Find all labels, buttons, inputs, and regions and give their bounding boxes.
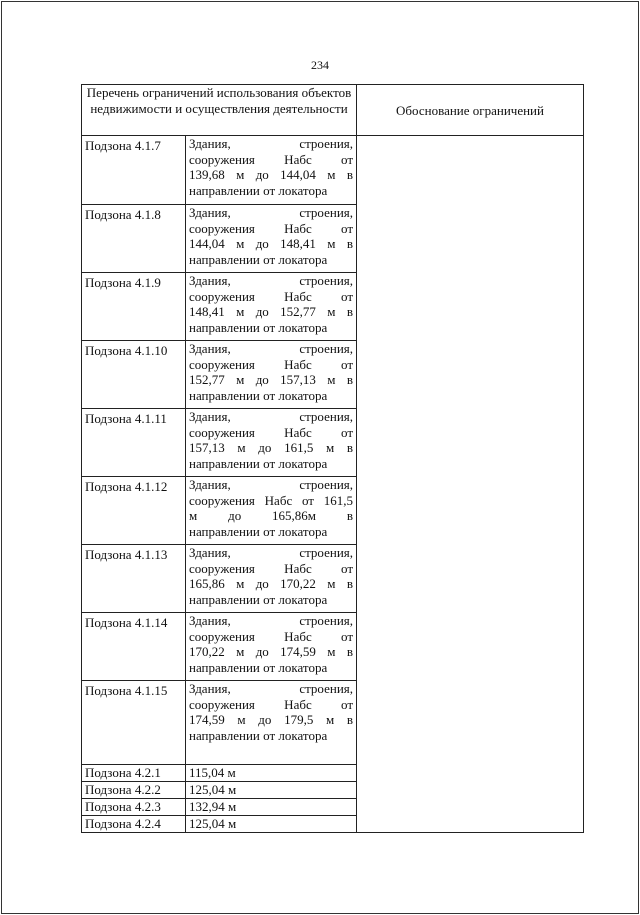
page-number: 234 (311, 58, 329, 72)
table-body (82, 85, 584, 833)
restriction-line: Здания, строения, (189, 613, 354, 628)
restriction-line: направлении от локатора (189, 591, 328, 607)
subzone-name: Подзона 4.2.2 (82, 782, 186, 799)
restriction-line: Здания, строения, (189, 205, 354, 220)
restriction-line: м до 165,86м в (189, 508, 354, 523)
restriction-line: направлении от локатора (189, 182, 328, 198)
subzone-height: 125,04 м (186, 782, 357, 799)
subzone-name: Подзона 4.1.13 (82, 545, 186, 613)
table-header-row (82, 85, 584, 136)
restriction-line: 144,04 м до 148,41 м в (189, 236, 354, 251)
restriction-line: сооружения Набс от (189, 424, 354, 440)
restriction-line: сооружения Набс от (189, 696, 354, 712)
restriction-line: сооружения Набс от (189, 356, 354, 372)
restriction-line: Здания, строения, (189, 545, 354, 560)
restriction-line: Здания, строения, (189, 681, 354, 696)
subzone-restriction (186, 273, 357, 341)
restriction-line: сооружения Набс от (189, 560, 354, 576)
restriction-line: 165,86 м до 170,22 м в (189, 576, 354, 591)
restriction-line: сооружения Набс от 161,5 (189, 492, 354, 508)
restriction-line: направлении от локатора (189, 251, 328, 267)
restriction-line: 157,13 м до 161,5 м в (189, 440, 354, 455)
subzone-name: Подзона 4.2.4 (82, 816, 186, 833)
subzone-height: 125,04 м (186, 816, 357, 833)
header-justification: Обоснование ограничений (357, 85, 584, 136)
subzone-name: Подзона 4.2.1 (82, 765, 186, 782)
restriction-line: 152,77 м до 157,13 м в (189, 372, 354, 387)
restriction-line: 174,59 м до 179,5 м в (189, 712, 354, 727)
restriction-line: Здания, строения, (189, 477, 354, 492)
table-row (82, 136, 584, 205)
restriction-line: Здания, строения, (189, 273, 354, 288)
subzone-name: Подзона 4.1.9 (82, 273, 186, 341)
subzone-restriction (186, 477, 357, 545)
subzone-name: Подзона 4.1.11 (82, 409, 186, 477)
subzone-restriction (186, 613, 357, 681)
subzone-height: 132,94 м (186, 799, 357, 816)
subzone-name: Подзона 4.2.3 (82, 799, 186, 816)
restriction-line: Здания, строения, (189, 136, 354, 151)
subzone-name: Подзона 4.1.10 (82, 341, 186, 409)
restriction-line: направлении от локатора (189, 455, 328, 471)
subzone-name: Подзона 4.1.15 (82, 681, 186, 765)
subzone-name: Подзона 4.1.8 (82, 205, 186, 273)
subzone-name: Подзона 4.1.12 (82, 477, 186, 545)
restriction-line: направлении от локатора (189, 319, 328, 335)
subzone-restriction (186, 409, 357, 477)
header-restrictions-list: Перечень ограничений использования объектов недвижимости и осуществления деятельности (82, 85, 357, 136)
subzone-height: 115,04 м (186, 765, 357, 782)
subzone-restriction (186, 681, 357, 765)
restriction-line: сооружения Набс от (189, 628, 354, 644)
restriction-line: сооружения Набс от (189, 288, 354, 304)
subzone-name: Подзона 4.1.7 (82, 136, 186, 205)
justification-cell (357, 136, 584, 833)
restrictions-table (81, 84, 584, 833)
subzone-restriction (186, 205, 357, 273)
restriction-line: Здания, строения, (189, 341, 354, 356)
restriction-line: Здания, строения, (189, 409, 354, 424)
subzone-restriction (186, 136, 357, 205)
subzone-restriction (186, 341, 357, 409)
subzone-restriction (186, 545, 357, 613)
restriction-line: 170,22 м до 174,59 м в (189, 644, 354, 659)
restriction-line: направлении от локатора (189, 387, 328, 403)
subzone-name: Подзона 4.1.14 (82, 613, 186, 681)
restriction-line: сооружения Набс от (189, 220, 354, 236)
restriction-line: направлении от локатора (189, 659, 328, 675)
restriction-line: направлении от локатора (189, 727, 328, 743)
restriction-line: 139,68 м до 144,04 м в (189, 167, 354, 182)
restriction-line: направлении от локатора (189, 523, 328, 539)
restriction-line: сооружения Набс от (189, 151, 354, 167)
restriction-line: 148,41 м до 152,77 м в (189, 304, 354, 319)
